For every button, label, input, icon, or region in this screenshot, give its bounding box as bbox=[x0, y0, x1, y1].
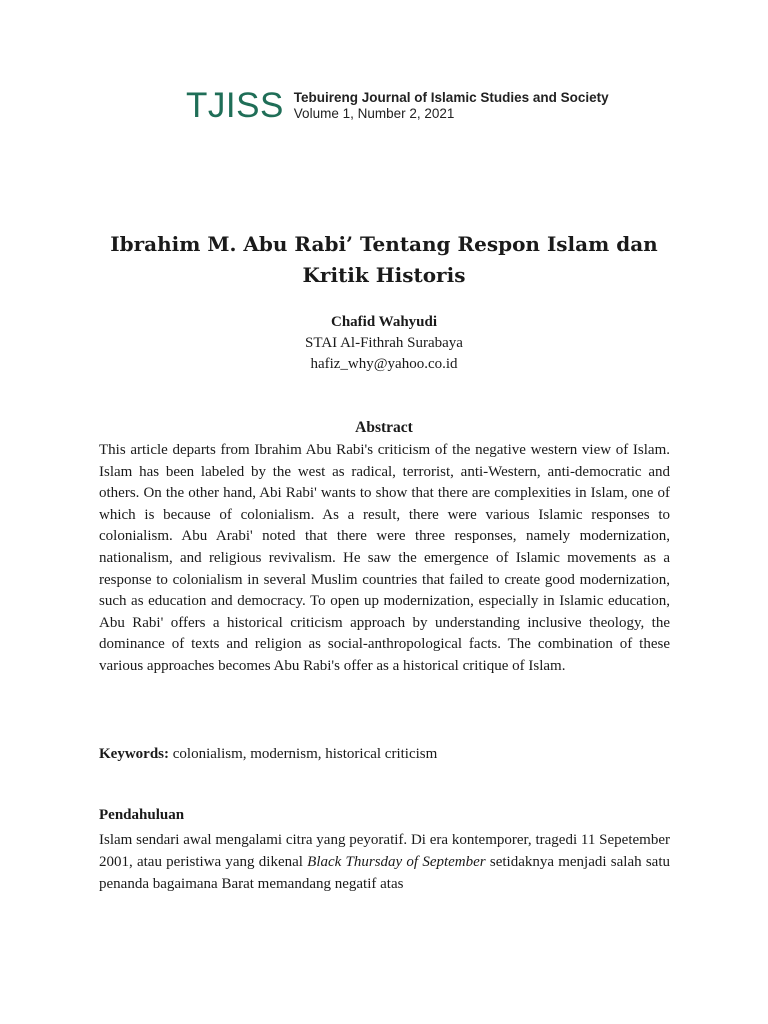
journal-logo: TJISS bbox=[186, 86, 284, 125]
keywords bbox=[99, 744, 670, 765]
introduction-text-italic: Black Thursday of September bbox=[307, 854, 486, 870]
keywords-label: Keywords: bbox=[99, 746, 169, 762]
article-title: Ibrahim M. Abu Rabi’ Tentang Respon Islam dan Kritik Historis bbox=[110, 232, 658, 287]
journal-info bbox=[294, 90, 609, 121]
abstract-text: This article departs from Ibrahim Abu Rabi's criticism of the negative western view of Islam. Islam has been labeled by the west as radical, terrorist, anti-Western, anti-democratic and others. On the other hand, Abi Rabi' wants to show that there are complexities in Islam, one of which is because of colonialism. As a result, there were various Islamic responses to colonialism. Abu Arabi' noted that there were three responses, namely modernization, nationalism, and religious revivalism. He saw the emergence of Islamic movements as a response to colonialism in several Muslim countries that failed to create good modernization, such as education and democracy. To open up modernization, especially in Islamic education, Abu Rabi' offers a historical criticism approach by understanding inclusive theology, the dominance of texts and religion as social-anthropological facts. The combination of these various approaches becomes Abu Rabi's offer as a historical critique of Islam. bbox=[99, 442, 670, 674]
journal-header bbox=[186, 88, 609, 123]
introduction-paragraph bbox=[99, 829, 670, 895]
introduction-text-after: setidaknya menjadi salah satu penanda bagaimana Barat memandang negatif atas bbox=[99, 854, 670, 892]
author-affiliation: STAI Al-Fithrah Surabaya bbox=[305, 335, 463, 351]
abstract-heading: Abstract bbox=[355, 419, 413, 436]
section-heading-introduction: Pendahuluan bbox=[99, 807, 185, 823]
journal-name: Tebuireng Journal of Islamic Studies and Society bbox=[293, 89, 609, 105]
journal-volume: Volume 1, Number 2, 2021 bbox=[293, 105, 455, 121]
author-block bbox=[80, 312, 688, 375]
author-name: Chafid Wahyudi bbox=[330, 314, 438, 330]
introduction-text-before: Islam sendari awal mengalami citra yang peyoratif. Di era kontemporer, tragedi 11 Sepetember 2001, atau peristiwa yang dikenal bbox=[99, 832, 670, 870]
author-email: hafiz_why@yahoo.co.id bbox=[310, 356, 458, 372]
keywords-value: colonialism, modernism, historical criticism bbox=[172, 746, 438, 762]
